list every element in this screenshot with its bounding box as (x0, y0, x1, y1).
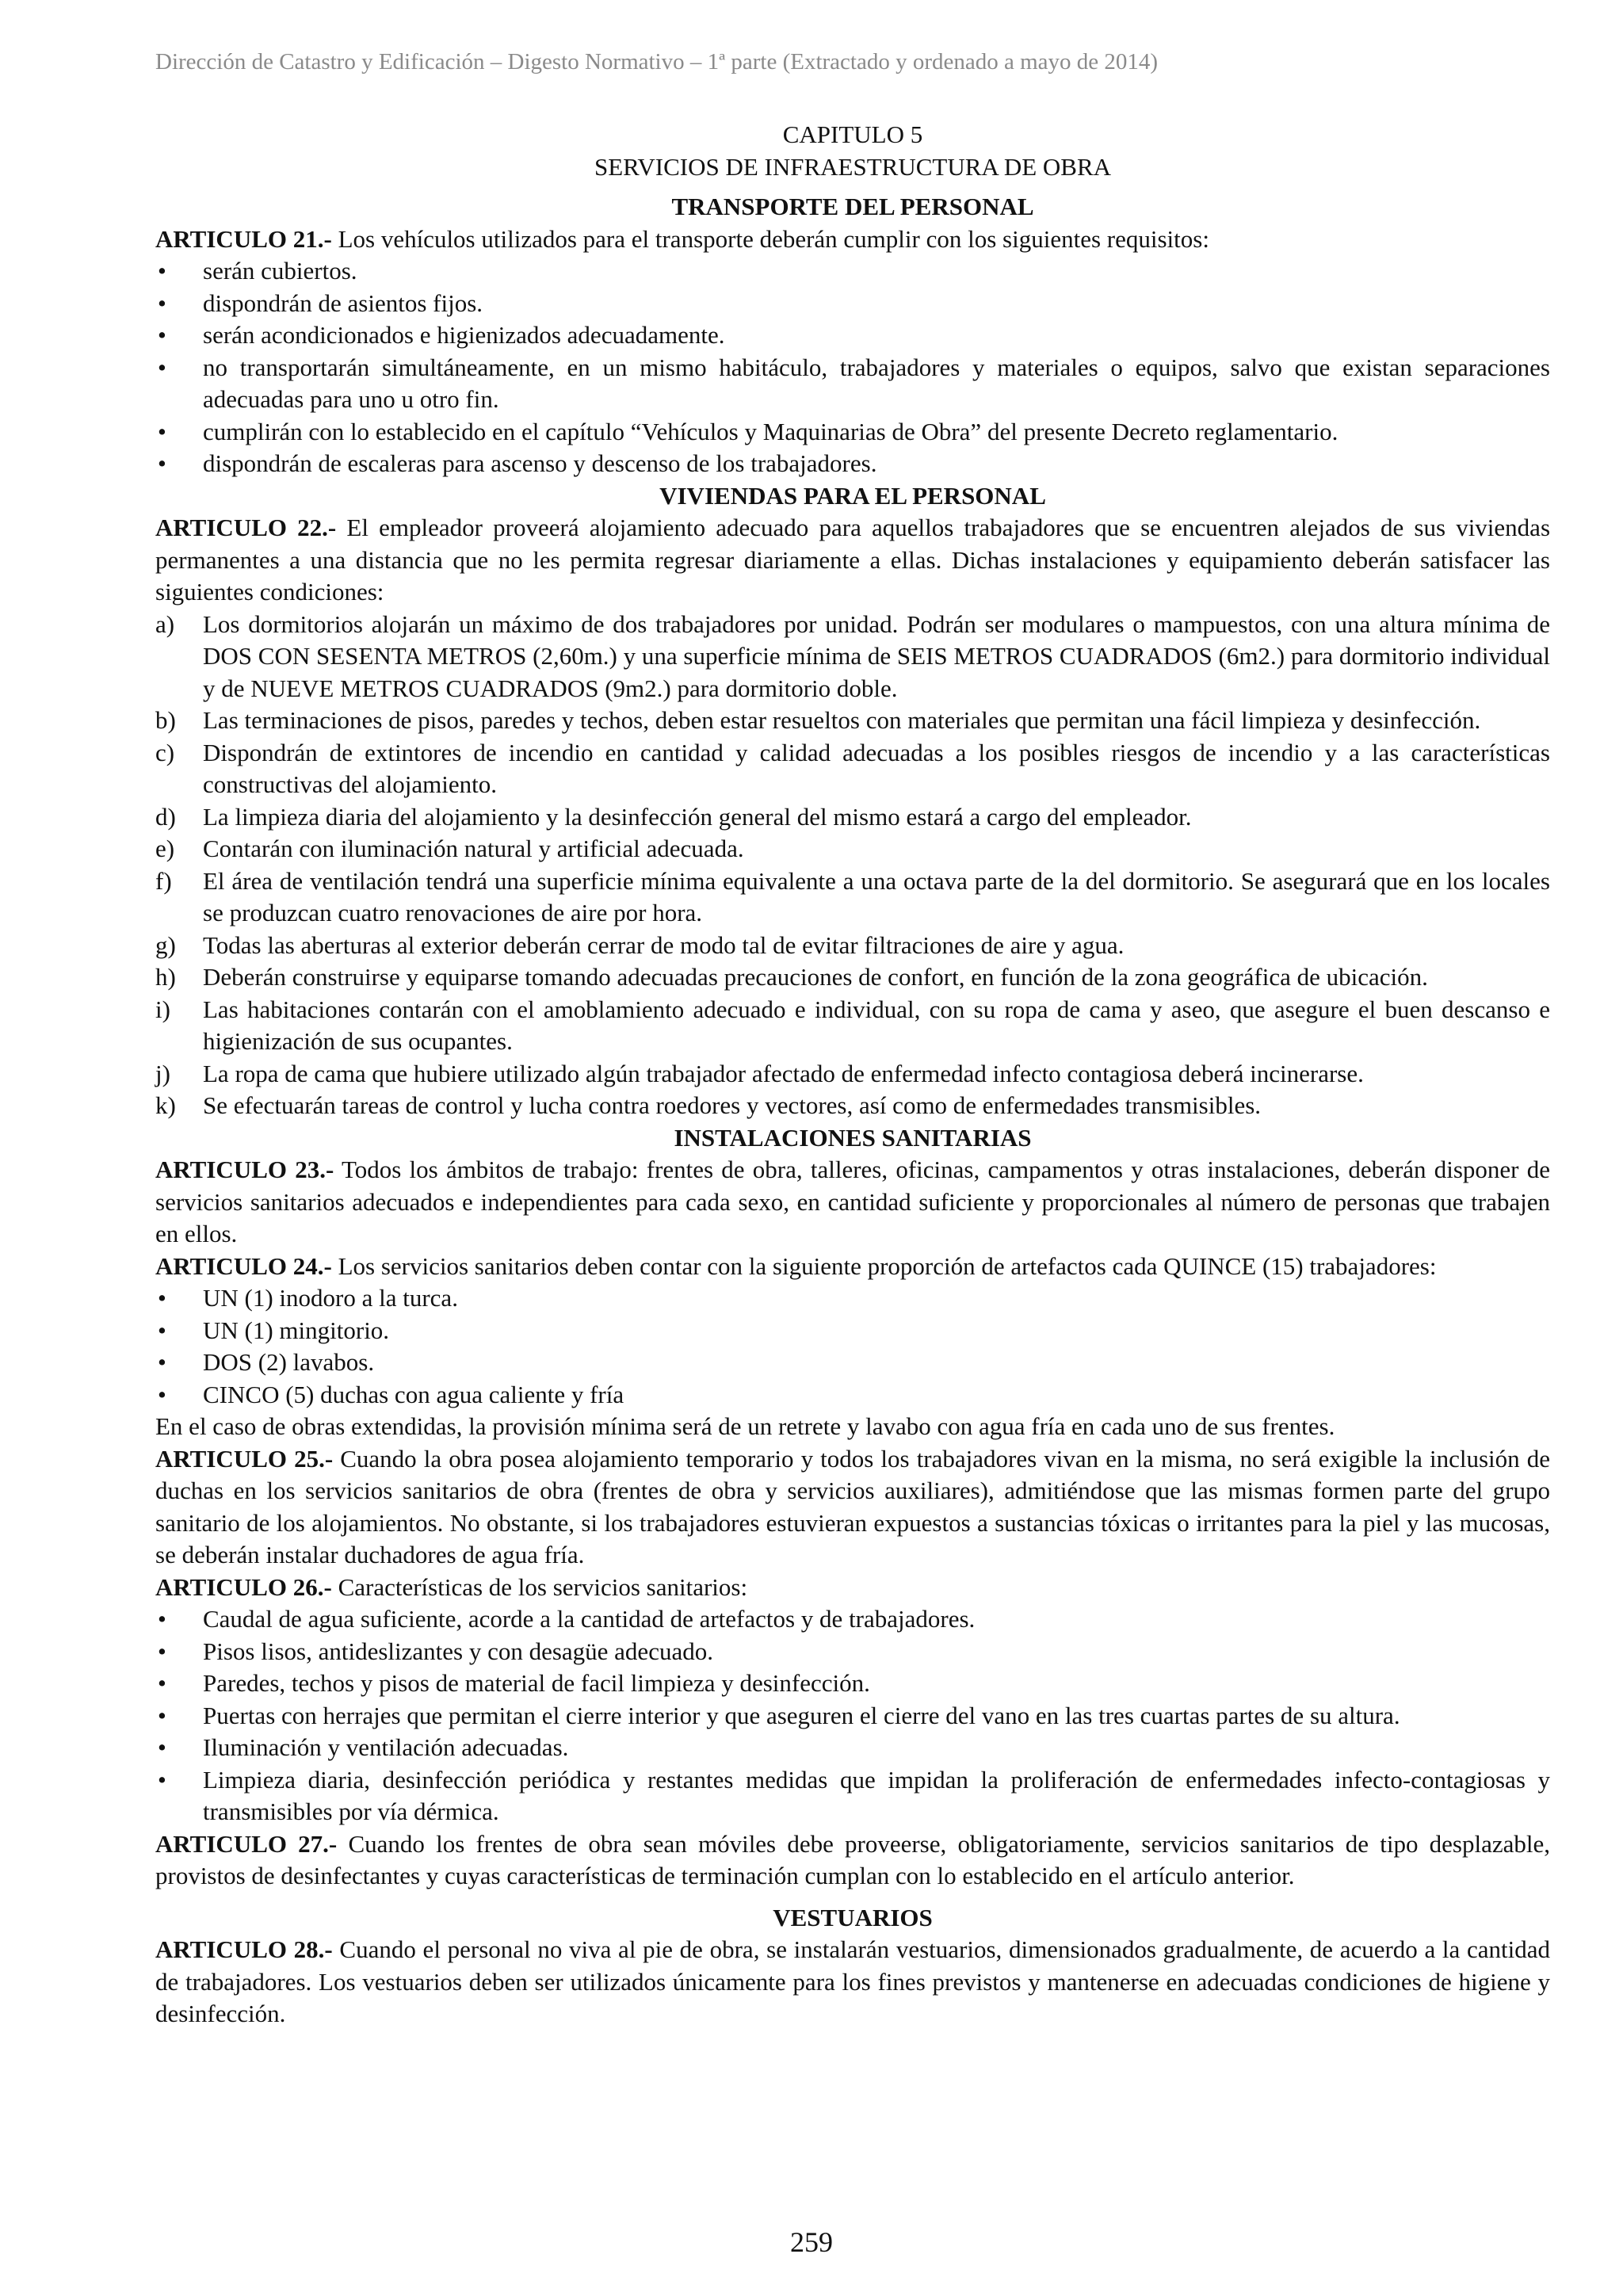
list-item-text: dispondrán de escaleras para ascenso y descenso de los trabajadores. (203, 449, 877, 477)
list-item-text: Las terminaciones de pisos, paredes y techos, deben estar resueltos con materiales que permitan una fácil limpieza y desinfección. (203, 706, 1481, 734)
list-item-text: Paredes, techos y pisos de material de facil limpieza y desinfección. (203, 1669, 870, 1697)
list-marker: g) (155, 930, 176, 959)
list-item-text: UN (1) inodoro a la turca. (203, 1284, 458, 1312)
bullet-icon: • (158, 1765, 166, 1794)
list-marker: a) (155, 609, 175, 638)
bullet-icon: • (158, 1284, 166, 1312)
list-item (155, 865, 1550, 930)
list-item-text: Puertas con herrajes que permitan el cierre interior y que aseguren el cierre del vano en las tres cuartas partes de su altura. (203, 1701, 1400, 1729)
section-heading-instalaciones: INSTALACIONES SANITARIAS (674, 1123, 1032, 1152)
bullet-icon: • (158, 353, 166, 381)
list-item (155, 1700, 1550, 1733)
article-22-label: ARTICULO 22.- (155, 514, 337, 541)
list-item (155, 1379, 1550, 1412)
list-item-text: El área de ventilación tendrá una superficie mínima equivalente a una octava parte de la del dormitorio. Se asegurará que en los locales se produzcan cuatro renovaciones de aire por hora. (203, 866, 1550, 926)
list-item (155, 448, 1550, 480)
list-item (155, 288, 1550, 320)
list-item (155, 1315, 1550, 1347)
article-22 (155, 512, 1550, 609)
list-marker: k) (155, 1091, 176, 1119)
article-22-list (155, 609, 1550, 1122)
article-24-label: ARTICULO 24.- (155, 1251, 332, 1280)
list-item (155, 1764, 1550, 1828)
bullet-icon: • (158, 1733, 166, 1761)
article-27-label: ARTICULO 27.- (155, 1829, 338, 1858)
list-item (155, 801, 1550, 834)
list-marker: j) (155, 1059, 170, 1087)
list-item-text: Se efectuarán tareas de control y lucha contra roedores y vectores, así como de enfermedades transmisibles. (203, 1091, 1262, 1119)
list-item-text: Caudal de agua suficiente, acorde a la cantidad de artefactos y de trabajadores. (203, 1605, 976, 1633)
list-item-text: Contarán con iluminación natural y artificial adecuada. (203, 835, 744, 862)
list-item-text: cumplirán con lo establecido en el capítulo “Vehículos y Maquinarias de Obra” del presente Decreto reglamentario. (203, 417, 1338, 445)
chapter-number: CAPITULO 5 (782, 120, 923, 148)
section-heading-vestuarios: VESTUARIOS (773, 1903, 933, 1931)
article-27-text: Cuando los frentes de obra sean móviles debe proveerse, obligatoriamente, servicios sanitarios de tipo desplazable, provistos de desinfectantes y cuyas características de terminación cumplan con lo establecido en el artículo anterior. (155, 1829, 1551, 1889)
section-heading-transporte: TRANSPORTE DEL PERSONAL (671, 193, 1034, 220)
article-24-text: Los servicios sanitarios deben contar con la siguiente proporción de artefactos cada QUINCE (15) trabajadores: (331, 1251, 1437, 1280)
list-item-text: Iluminación y ventilación adecuadas. (203, 1733, 569, 1761)
page-number: 259 (790, 2226, 833, 2258)
article-26-text: Características de los servicios sanitarios: (331, 1572, 748, 1601)
list-item (155, 930, 1550, 962)
list-item (155, 833, 1550, 865)
article-24 (155, 1251, 1550, 1283)
list-item (155, 1603, 1550, 1636)
article-26-label: ARTICULO 26.- (155, 1572, 332, 1601)
list-item-text: UN (1) mingitorio. (203, 1316, 390, 1344)
list-item-text: dispondrán de asientos fijos. (203, 288, 483, 317)
article-24-note: En el caso de obras extendidas, la provisión mínima será de un retrete y lavabo con agua fría en cada uno de sus frentes. (155, 1412, 1335, 1440)
bullet-icon: • (158, 288, 166, 317)
list-item (155, 1090, 1550, 1122)
article-22-text: El empleador proveerá alojamiento adecuado para aquellos trabajadores que se encuentren alejados de sus viviendas permanentes a una distancia que no les permita regresar diariamente a ellas. Dichas instalaciones y equipamiento deberán satisfacer las siguientes condiciones: (155, 514, 1551, 606)
list-item (155, 255, 1550, 288)
list-marker: h) (155, 963, 176, 991)
article-25-label: ARTICULO 25.- (155, 1444, 334, 1473)
article-23-label: ARTICULO 23.- (155, 1156, 334, 1183)
article-21-text: Los vehículos utilizados para el transporte deberán cumplir con los siguientes requisitos: (331, 224, 1209, 253)
list-item (155, 1347, 1550, 1379)
list-item-text: serán cubiertos. (203, 257, 357, 285)
bullet-icon: • (158, 449, 166, 477)
list-marker: b) (155, 706, 176, 734)
list-item-text: CINCO (5) duchas con agua caliente y fría (203, 1380, 624, 1408)
running-header: Dirección de Catastro y Edificación – Digesto Normativo – 1ª parte (Extractado y ordenado a mayo de 2014) (155, 49, 1159, 74)
list-item (155, 319, 1550, 352)
article-28-label: ARTICULO 28.- (155, 1935, 333, 1963)
article-25-text: Cuando la obra posea alojamiento temporario y todos los trabajadores vivan en la misma, no será exigible la inclusión de duchas en los servicios sanitarios de obra (frentes de obra y servicios auxiliares), admitiéndose que las mismas formen parte del grupo sanitario de los alojamientos. No obstante, si los trabajadores estuvieran expuestos a sustancias tóxicas o irritantes para la piel y las mucosas, se deberán instalar duchadores de agua fría. (155, 1444, 1550, 1568)
list-item (155, 737, 1550, 801)
list-marker: f) (155, 866, 172, 895)
list-item (155, 1058, 1550, 1091)
list-item-text: La limpieza diaria del alojamiento y la desinfección general del mismo estará a cargo del empleador. (203, 802, 1192, 831)
article-28 (155, 1934, 1550, 2030)
list-item (155, 609, 1550, 705)
article-23-text: Todos los ámbitos de trabajo: frentes de obra, talleres, oficinas, campamentos y otras instalaciones, deberán disponer de servicios sanitarios adecuados e independientes para cada sexo, en cantidad suficiente y proporcionales al número de personas que trabajen en ellos. (155, 1156, 1550, 1247)
bullet-icon: • (158, 1669, 166, 1697)
chapter-title: SERVICIOS DE INFRAESTRUCTURA DE OBRA (594, 152, 1112, 181)
list-item (155, 1668, 1550, 1700)
list-item-text: no transportarán simultáneamente, en un mismo habitáculo, trabajadores y materiales o equipos, salvo que existan separaciones adecuadas para uno u otro fin. (203, 353, 1550, 413)
list-marker: i) (155, 995, 170, 1023)
article-24-list (155, 1282, 1550, 1411)
list-item (155, 705, 1550, 737)
bullet-icon: • (158, 1380, 166, 1408)
article-21-label: ARTICULO 21.- (155, 224, 332, 253)
list-item (155, 994, 1550, 1058)
section-heading-viviendas: VIVIENDAS PARA EL PERSONAL (659, 481, 1046, 510)
bullet-icon: • (158, 1701, 166, 1729)
article-25 (155, 1443, 1550, 1572)
list-item-text: serán acondicionados e higienizados adecuadamente. (203, 321, 725, 349)
bullet-icon: • (158, 1348, 166, 1376)
bullet-icon: • (158, 321, 166, 349)
list-item (155, 1282, 1550, 1315)
list-item-text: Todas las aberturas al exterior deberán cerrar de modo tal de evitar filtraciones de aire y agua. (203, 930, 1125, 959)
article-21 (155, 223, 1550, 256)
article-23 (155, 1154, 1550, 1251)
list-item-text: Dispondrán de extintores de incendio en cantidad y calidad adecuadas a los posibles riesgos de incendio y a las características constructivas del alojamiento. (203, 738, 1550, 798)
list-item (155, 1636, 1550, 1668)
list-item-text: Limpieza diaria, desinfección periódica y restantes medidas que impidan la proliferación de enfermedades infecto-contagiosas y transmisibles por vía dérmica. (203, 1765, 1550, 1825)
bullet-icon: • (158, 1605, 166, 1633)
bullet-icon: • (158, 257, 166, 285)
article-27 (155, 1828, 1550, 1893)
list-item (155, 416, 1550, 449)
list-item-text: Pisos lisos, antideslizantes y con desagüe adecuado. (203, 1637, 713, 1665)
bullet-icon: • (158, 1637, 166, 1665)
list-marker: e) (155, 835, 175, 862)
list-marker: d) (155, 802, 176, 831)
page-body (155, 119, 1550, 2030)
list-marker: c) (155, 738, 175, 766)
list-item (155, 1732, 1550, 1764)
article-26 (155, 1572, 1550, 1604)
bullet-icon: • (158, 417, 166, 445)
list-item-text: Los dormitorios alojarán un máximo de dos trabajadores por unidad. Podrán ser modulares o mampuestos, con una altura mínima de DOS CON SESENTA METROS (2,60m.) y una superficie mínima de SEIS METROS CUADRADOS (6m2.) para dormitorio individual y de NUEVE METROS CUADRADOS (9m2.) para dormitorio doble. (203, 609, 1550, 702)
list-item-text: Deberán construirse y equiparse tomando adecuadas precauciones de confort, en función de la zona geográfica de ubicación. (203, 963, 1428, 991)
list-item (155, 352, 1550, 416)
article-21-list (155, 255, 1550, 480)
list-item-text: Las habitaciones contarán con el amoblamiento adecuado e individual, con su ropa de cama y aseo, que asegure el buen descanso e higienización de sus ocupantes. (203, 995, 1550, 1055)
list-item-text: DOS (2) lavabos. (203, 1348, 375, 1376)
list-item (155, 961, 1550, 994)
article-28-text: Cuando el personal no viva al pie de obra, se instalarán vestuarios, dimensionados gradualmente, de acuerdo a la cantidad de trabajadores. Los vestuarios deben ser utilizados únicamente para los fines previstos y mantenerse en adecuadas condiciones de higiene y desinfección. (155, 1935, 1550, 2027)
article-26-list (155, 1603, 1550, 1828)
list-item-text: La ropa de cama que hubiere utilizado algún trabajador afectado de enfermedad infecto contagiosa deberá incinerarse. (203, 1059, 1364, 1087)
bullet-icon: • (158, 1316, 166, 1344)
